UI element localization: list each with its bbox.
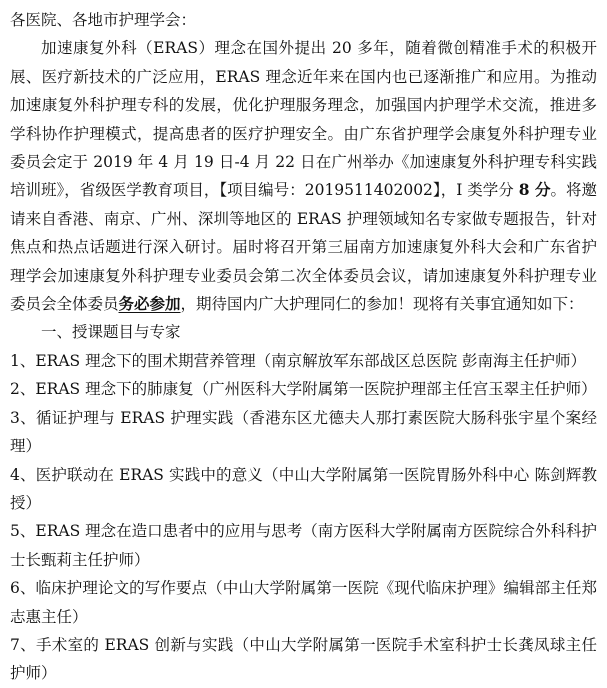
list-item: 5、ERAS 理念在造口患者中的应用与思考（南方医科大学附属南方医院综合外科科护士长甄莉主任护师） (10, 522, 597, 569)
intro-text-1: 加速康复外科（ERAS）理念在国外提出 20 多年，随着微创精准手术的积极开展、医疗新技术的广泛应用，ERAS 理念近年来在国内也已逐渐推广和应用。为推动加速康复外科护理专科的发展，优化护理服务理念，加强国内护理学术交流，推进多学科协作护理模式，提高患者的医疗护理安全。由广东省护理学会康复外科护理专业委员会定于 2019 年 4 月 19 日-4 月 22 日在广州举办《加速康复外科护理专科实践培训班》，省级医学教育项目，【项目编号： (10, 39, 597, 200)
list-item: 4、医护联动在 ERAS 实践中的意义（中山大学附属第一医院胃肠外科中心 陈剑辉教授） (10, 465, 597, 512)
list-item: 2、ERAS 理念下的肺康复（广州医科大学附属第一医院护理部主任宫玉翠主任护师） (10, 380, 597, 399)
list-item: 1、ERAS 理念下的围术期营养管理（南京解放军东部战区总医院 彭南海主任护师） (10, 351, 587, 370)
intro-text-3: 。将邀请来自香港、南京、广州、深圳等地区的 ERAS 护理领域知名专家做专题报告，针对焦点和热点话题进行深入研讨。届时将召开第三届南方加速康复外科大会和广东省护理学会加速康复外科护理专业委员会第二次全体委员会议，请加速康复外科护理专业委员会全体委员 (10, 181, 597, 314)
intro-paragraph (10, 34, 597, 318)
intro-text-4: ，期待国内广大护理同仁的参加！现将有关事宜通知如下： (180, 295, 584, 314)
list-item: 3、循证护理与 ERAS 护理实践（香港东区尤德夫人那打素医院大肠科张宇星个案经理） (10, 408, 597, 456)
section-title: 一、授课题目与专家 (41, 323, 181, 342)
project-number: 2019511402002 (304, 181, 433, 200)
list-item: 7、手术室的 ERAS 创新与实践（中山大学附属第一医院手术室科护士长龚凤球主任护师） (10, 635, 597, 683)
credits: 8 分 (518, 180, 551, 200)
must-attend: 务必参加 (118, 294, 181, 314)
list-item: 6、临床护理论文的写作要点（中山大学附属第一医院《现代临床护理》编辑部主任郑志惠主任） (10, 579, 597, 626)
greeting: 各医院、各地市护理学会： (10, 11, 197, 29)
intro-text-2: 】，I 类学分 (432, 181, 519, 200)
topic-list (10, 347, 597, 688)
